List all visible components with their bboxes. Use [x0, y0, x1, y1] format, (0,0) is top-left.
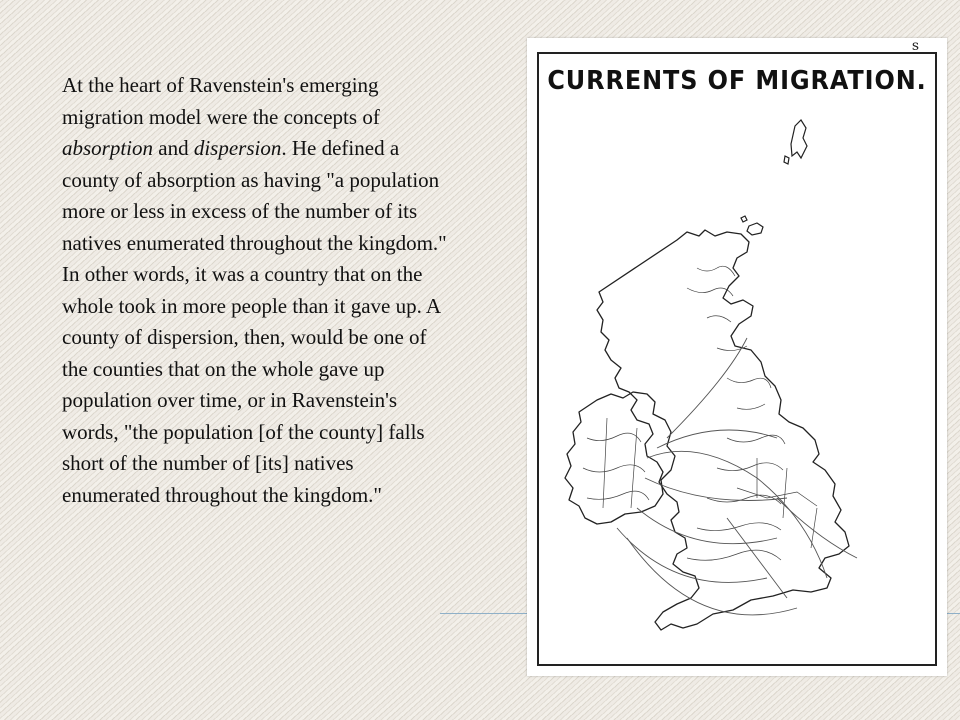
- body-paragraph: [62, 70, 450, 511]
- figure-corner-mark: s: [911, 38, 919, 54]
- paragraph-part-2: and: [153, 136, 194, 160]
- map-title: CURRENTS OF MIGRATION.: [547, 66, 927, 96]
- term-dispersion: dispersion: [193, 136, 282, 160]
- northern-islands: [741, 120, 807, 235]
- map-illustration: [527, 38, 947, 676]
- term-absorption: absorption: [62, 136, 154, 160]
- paragraph-part-1: At the heart of Ravenstein's emerging migration model were the concepts of: [62, 73, 380, 129]
- ireland-detail: [583, 418, 649, 508]
- migration-map-figure: [527, 38, 947, 676]
- migration-currents: [617, 338, 857, 615]
- ireland-outline: [565, 392, 675, 524]
- paragraph-part-3: . He defined a county of absorption as having "a population more or less in excess of the number of its natives enumerated throughout the kingdom." In other words, it was a country that on the whole took in more people than it gave up. A county of dispersion, then, would be one of the counties that on the whole gave up population over time, or in Ravenstein's words, "the population [of the county] falls short of the number of [its] natives enumerated throughout the kingdom.": [62, 136, 447, 507]
